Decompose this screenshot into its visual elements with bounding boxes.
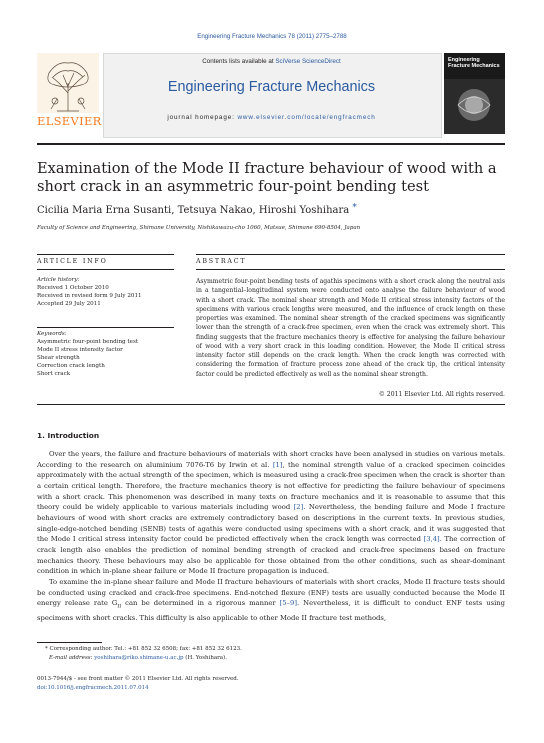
author-list [37, 205, 505, 216]
reference-link[interactable]: [2] [293, 503, 304, 512]
doi-link[interactable]: doi:10.1016/j.engfracmech.2011.07.014 [37, 685, 149, 691]
homepage-url[interactable]: www.elsevier.com/locate/engfracmech [237, 114, 376, 121]
history-accepted: Accepted 29 July 2011 [37, 301, 101, 308]
authors-text: Cicilia Maria Erna Susanti, Tetsuya Nakao, Hiroshi Yoshihara [37, 205, 350, 216]
journal-citation[interactable]: Engineering Fracture Mechanics 78 (2011) 2775–2788 [197, 33, 347, 40]
abstract-text: Asymmetric four-point bending tests of agathis specimens with a short crack along the neutral axis in a tangential–longitudinal system were conducted onto analyse the failure behaviour of wood with a short crack. The nominal shear strength and Mode II critical stress intensity factors of the specimens with various crack lengths were measured, and the influence of crack length on these properties was examined. The nominal shear strength of the cracked specimens was significantly lower than the strength of a crack-free specimen, even when the crack was extremely short. This finding suggests that the fracture mechanics theory is effective for analysing the failure behaviour of wood with a very short crack in this loading condition. However, the Mode II critical stress intensity factor still depends on the crack length. When the crack length was corrected with considering the formation of fracture process zone ahead of the crack tip, the critical intensity factor could be predicted effectively as well as the nominal shear strength. [196, 278, 505, 378]
contents-line [103, 58, 440, 65]
info-top-rule [37, 254, 174, 255]
intro-paragraph-2: To examine the in-plane shear failure and Mode II fracture behaviours of materials with short cracks, Mode II fracture tests should be conducted using cracked and crack-free specimens. End-notched flexure (ENF) tests are usually conducted because the Mode II energy release rate $G_{II}$ can be determined in a rigorous manner [5–9]. Nevertheless, it is difficult to conduct ENF tests using specimens with short cracks. This difficulty is also applicable to other Mode II fracture test methods, [37, 577, 506, 623]
keywords-rule [37, 327, 174, 328]
history-received: Received 1 October 2010 [37, 285, 109, 292]
journal-title: Engineering Fracture Mechanics [167, 79, 376, 95]
footnote [37, 645, 505, 662]
info-heading-rule [37, 269, 174, 270]
journal-cover-image[interactable] [444, 53, 505, 134]
abstract-bottom-rule [37, 404, 505, 405]
abstract-heading-rule [196, 269, 505, 270]
article-info-heading: ARTICLE INFO [37, 258, 108, 265]
cover-title: Engineering Fracture Mechanics [448, 57, 500, 69]
footnote-corresponding: * Corresponding author. Tel.: +81 852 32 6508; fax: +81 852 32 6123. [45, 646, 242, 652]
abstract-top-rule [196, 254, 505, 255]
article-title: Examination of the Mode II fracture behaviour of wood with a short crack in an asymmetric four-point bending test [37, 160, 497, 195]
keywords-label: Keywords: [37, 331, 67, 337]
sciencedirect-link[interactable]: SciVerse ScienceDirect [275, 58, 341, 65]
intro-paragraph-1: Over the years, the failure and fracture behaviours of materials with short cracks have been analysed in studies on various metals. According to the research on aluminium 7076-T6 by Irwin et al. [1], the nominal strength value of a cracked specimen coincides approximately with the actual strength of the specimen, which is measured using a crack-free specimen when the crack is shorter than a certain critical length. Therefore, the fracture mechanics theory is not effective for predicting the failure behaviour of specimens with a short crack. This phenomenon was described in many texts on fracture mechanics and it is reasonable to assume that this theory could be widely applicable to various materials including wood [2]. Nevertheless, the bending failure and Mode I fracture behaviours of wood with short cracks are extremely contradictory based on descriptions in the current texts. In previous studies, single-edge-notched bending (SENB) tests of agathis were conducted using specimens with a short crack, and it was suggested that the Mode I critical stress intensity factor could be predicted effectively when the crack length was corrected [3,4]. The correction of crack length also enables the prediction of nominal bending strength of cracked and crack-free specimens based on fracture mechanics theory. These behaviours may also be applicable for those obtained from the other conditions, such as shear-dominant condition in which in-plane shear failure or Mode II fracture propagation is induced. [37, 450, 505, 576]
abstract-heading: ABSTRACT [196, 258, 247, 265]
keyword-item: Short crack [37, 371, 71, 378]
header-rule [37, 143, 505, 145]
contents-prefix: Contents lists available at [202, 58, 276, 65]
article-history [37, 276, 167, 308]
keyword-item: Mode II stress intensity factor [37, 347, 123, 354]
footnote-email: E-mail address: yoshihara@riko.shimane-u.ac.jp (H. Yoshihara). [49, 654, 227, 661]
email-link[interactable]: yoshihara@riko.shimane-u.ac.jp [94, 654, 184, 661]
footnote-rule [37, 642, 102, 643]
journal-header-box [103, 53, 442, 138]
keyword-item: Asymmetric four-point bending test [37, 339, 139, 346]
reference-link[interactable]: [3,4] [423, 535, 440, 544]
footnote-mark: * [45, 646, 48, 652]
homepage-prefix: journal homepage: [167, 114, 238, 121]
bottom-matter [37, 675, 505, 693]
publisher-name: ELSEVIER [37, 114, 102, 128]
history-label: Article history: [37, 277, 80, 283]
issn-line: 0013-7944/$ - see front matter © 2011 Elsevier Ltd. All rights reserved. [37, 676, 239, 682]
introduction-body [37, 449, 505, 624]
keyword-item: Correction crack length [37, 363, 105, 370]
affiliation: Faculty of Science and Engineering, Shimane University, Nishikawazu-cho 1060, Matsue, Shimane 690-8504, Japan [37, 225, 361, 231]
reference-link[interactable]: [1] [272, 460, 283, 469]
history-revised: Received in revised form 9 July 2011 [37, 293, 142, 300]
reference-link[interactable]: [5–9] [279, 599, 297, 608]
journal-homepage [103, 114, 440, 121]
corresponding-author-mark[interactable]: * [352, 203, 357, 213]
abstract-copyright: © 2011 Elsevier Ltd. All rights reserved. [378, 391, 505, 398]
keyword-item: Shear strength [37, 355, 80, 362]
cover-art [444, 79, 505, 134]
keywords-block [37, 330, 167, 379]
section-heading-introduction: 1. Introduction [37, 431, 100, 440]
